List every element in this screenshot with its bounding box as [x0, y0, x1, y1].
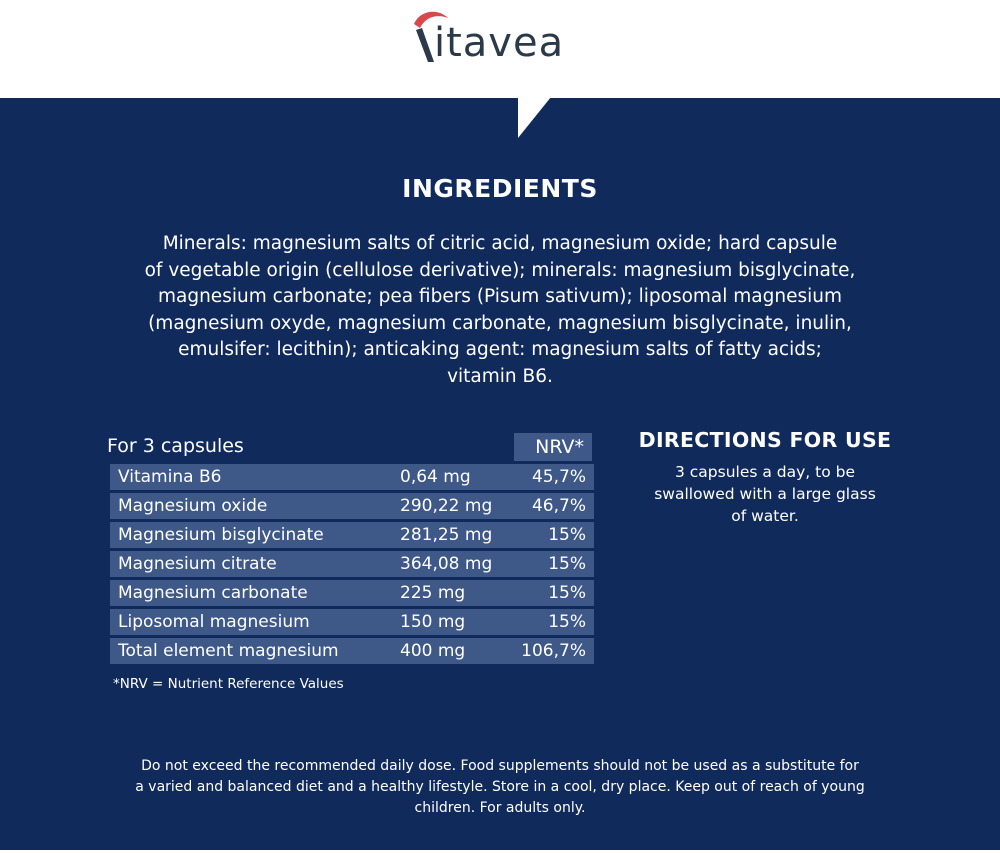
- ingredients-line: of vegetable origin (cellulose derivative); minerals: magnesium bisglycinate,: [144, 259, 856, 281]
- nrv-footnote: *NRV = Nutrient Reference Values: [113, 676, 344, 692]
- directions-title: DIRECTIONS FOR USE: [638, 428, 892, 452]
- nutrition-table: [107, 432, 594, 664]
- table-header: [107, 432, 594, 461]
- nutrient-nrv: 106,7%: [521, 641, 586, 661]
- nutrient-name: Liposomal magnesium: [118, 612, 310, 632]
- nutrient-nrv: 15%: [548, 554, 586, 574]
- nutrient-name: Magnesium carbonate: [118, 583, 308, 603]
- nrv-header: NRV*: [514, 433, 592, 461]
- nutrient-nrv: 15%: [548, 612, 586, 632]
- speech-notch: [518, 97, 551, 138]
- header: [0, 0, 1000, 98]
- ingredients-line: (magnesium oxyde, magnesium carbonate, magnesium bisglycinate, inulin,: [148, 312, 852, 334]
- nutrient-name: Total element magnesium: [118, 641, 339, 661]
- nutrient-amount: 290,22 mg: [400, 496, 493, 516]
- nutrient-amount: 281,25 mg: [400, 525, 493, 545]
- ingredients-line: vitamin B6.: [447, 365, 553, 387]
- nutrient-nrv: 45,7%: [531, 467, 586, 487]
- nutrient-amount: 364,08 mg: [400, 554, 493, 574]
- ingredients-line: emulsifer: lecithin); anticaking agent: magnesium salts of fatty acids;: [178, 339, 822, 360]
- nutrient-amount: 150 mg: [400, 612, 466, 632]
- nutrient-amount: 400 mg: [400, 641, 466, 661]
- nutrient-nrv: 15%: [548, 583, 586, 603]
- nutrient-amount: 0,64 mg: [400, 467, 471, 487]
- ingredients-text: [105, 231, 895, 390]
- logo-text: itavea: [434, 20, 565, 66]
- table-row: [110, 638, 594, 664]
- table-row: [110, 551, 594, 577]
- nutrient-amount: 225 mg: [400, 583, 466, 603]
- disclaimer-line: Do not exceed the recommended daily dose. Food supplements should not be used as a substitute for: [141, 758, 859, 774]
- disclaimer-line: a varied and balanced diet and a healthy lifestyle. Store in a cool, dry place. Keep out of reach of young: [135, 779, 865, 795]
- table-row: [110, 609, 594, 635]
- directions-line: swallowed with a large glass: [654, 485, 876, 503]
- directions-line: 3 capsules a day, to be: [674, 463, 856, 481]
- nutrient-name: Vitamina B6: [118, 467, 222, 487]
- nutrient-name: Magnesium bisglycinate: [118, 525, 324, 545]
- disclaimer: [100, 756, 900, 819]
- nutrient-nrv: 15%: [548, 525, 586, 545]
- vitavea-logo: [404, 4, 604, 74]
- ingredients-title: INGREDIENTS: [402, 174, 598, 203]
- ingredients-line: magnesium carbonate; pea fibers (Pisum sativum); liposomal magnesium: [157, 286, 843, 307]
- table-row: [110, 464, 594, 490]
- directions-line: of water.: [731, 507, 799, 525]
- ingredients-line: Minerals: magnesium salts of citric acid, magnesium oxide; hard capsule: [162, 233, 838, 254]
- table-row: [110, 493, 594, 519]
- nutrient-name: Magnesium citrate: [118, 554, 277, 574]
- table-row: [110, 580, 594, 606]
- nutrient-nrv: 46,7%: [531, 496, 586, 516]
- disclaimer-line: children. For adults only.: [414, 800, 586, 816]
- serving-label: For 3 capsules: [107, 435, 244, 457]
- table-row: [110, 522, 594, 548]
- nutrient-name: Magnesium oxide: [118, 496, 268, 516]
- directions-text: [630, 461, 900, 527]
